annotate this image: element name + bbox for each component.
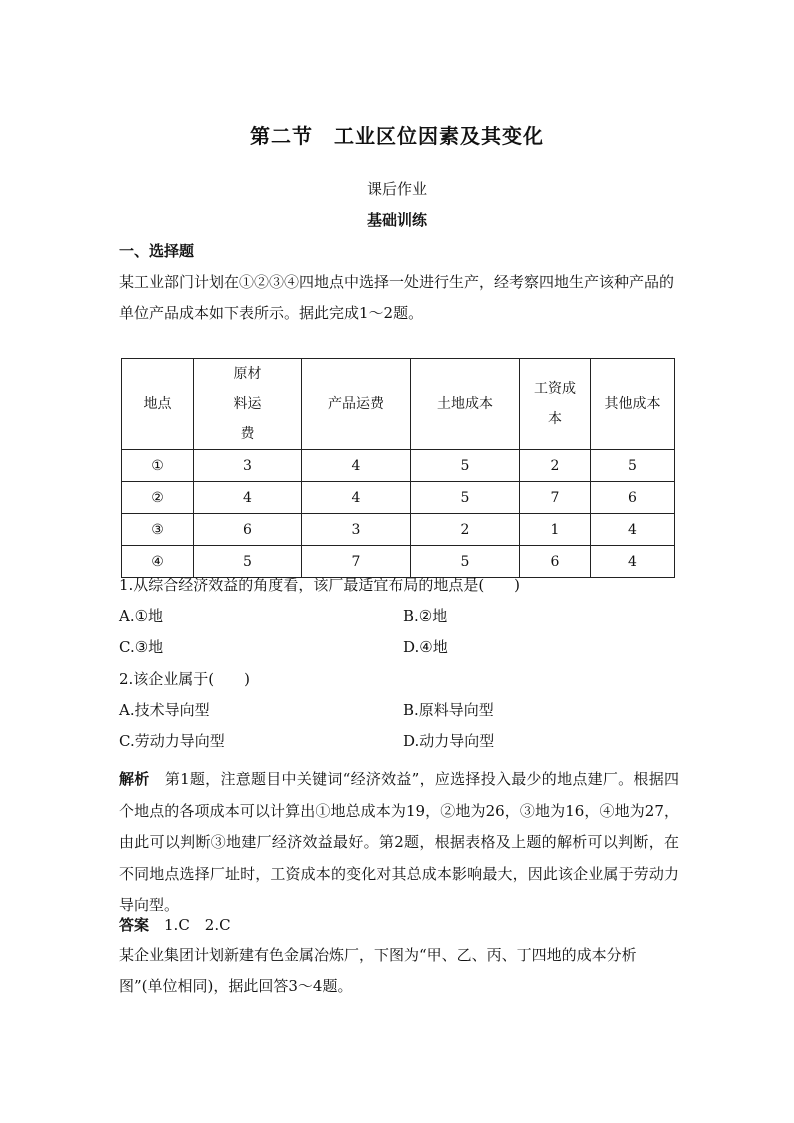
table-cell: ② xyxy=(122,482,194,514)
table-header-row xyxy=(122,359,675,450)
table-cell: 4 xyxy=(591,514,675,546)
table-row xyxy=(122,514,675,546)
q2-option-d[interactable]: D.动力导向型 xyxy=(403,732,495,750)
question-2-stem: 2.该企业属于( ) xyxy=(119,670,251,688)
table-cell: ③ xyxy=(122,514,194,546)
table-cell: ① xyxy=(122,450,194,482)
table-cell: 3 xyxy=(302,514,411,546)
q1-option-d[interactable]: D.④地 xyxy=(403,638,448,656)
table-cell: 5 xyxy=(194,546,302,578)
table-row xyxy=(122,450,675,482)
answer-label: 答案 xyxy=(119,916,150,934)
section-heading: 一、选择题 xyxy=(119,242,195,260)
question-1-stem: 1.从综合经济效益的角度看，该厂最适宜布局的地点是( ) xyxy=(119,576,521,594)
q1-option-a[interactable]: A.①地 xyxy=(119,607,164,625)
table-cell: 2 xyxy=(411,514,520,546)
table-cell: 7 xyxy=(302,546,411,578)
table-cell: 4 xyxy=(591,546,675,578)
header-other-cost: 其他成本 xyxy=(591,359,675,450)
q2-option-c[interactable]: C.劳动力导向型 xyxy=(119,732,225,750)
header-product-freight: 产品运费 xyxy=(302,359,411,450)
table-cell: ④ xyxy=(122,546,194,578)
homework-label: 课后作业 xyxy=(366,180,427,198)
table-cell: 7 xyxy=(520,482,591,514)
header-land-cost: 土地成本 xyxy=(411,359,520,450)
table-cell: 6 xyxy=(591,482,675,514)
table-cell: 6 xyxy=(520,546,591,578)
table-row xyxy=(122,546,675,578)
intro-paragraph: 某工业部门计划在①②③④四地点中选择一处进行生产，经考察四地生产该种产品的单位产品成本如下表所示。据此完成1～2题。 xyxy=(119,273,675,322)
q2-option-a[interactable]: A.技术导向型 xyxy=(119,701,210,719)
explanation-block xyxy=(119,764,679,922)
table-cell: 1 xyxy=(520,514,591,546)
table-cell: 5 xyxy=(411,450,520,482)
table-cell: 2 xyxy=(520,450,591,482)
table-cell: 4 xyxy=(302,450,411,482)
q2-option-b[interactable]: B.原料导向型 xyxy=(403,701,494,719)
table-cell: 4 xyxy=(302,482,411,514)
answer-line xyxy=(119,914,231,935)
page-title: 第二节 工业区位因素及其变化 xyxy=(250,124,544,148)
table-cell: 4 xyxy=(194,482,302,514)
basic-training-label: 基础训练 xyxy=(366,211,427,229)
answer-text: 1.C 2.C xyxy=(149,916,231,934)
table-cell: 5 xyxy=(411,546,520,578)
cost-table xyxy=(121,358,675,578)
explanation-label: 解析 xyxy=(119,770,150,788)
table-cell: 5 xyxy=(591,450,675,482)
table-row xyxy=(122,482,675,514)
header-location: 地点 xyxy=(122,359,194,450)
intro-paragraph-2: 某企业集团计划新建有色金属冶炼厂，下图为“甲、乙、丙、丁四地的成本分析图”(单位相同)，据此回答3～4题。 xyxy=(119,946,637,995)
table-cell: 6 xyxy=(194,514,302,546)
explanation-text: 第1题，注意题目中关键词“经济效益”，应选择投入最少的地点建厂。根据四个地点的各项成本可以计算出①地总成本为19，②地为26，③地为16，④地为27，由此可以判断③地建厂经济效益最好。第2题，根据表格及上题的解析可以判断，在不同地点选择厂址时，工资成本的变化对其总成本影响最大，因此该企业属于劳动力导向型。 xyxy=(119,770,679,914)
q1-option-b[interactable]: B.②地 xyxy=(403,607,448,625)
header-wage-cost: 工资成本 xyxy=(520,359,591,450)
table-cell: 5 xyxy=(411,482,520,514)
q1-option-c[interactable]: C.③地 xyxy=(119,638,164,656)
header-raw-material-freight: 原材料运费 xyxy=(194,359,302,450)
table-cell: 3 xyxy=(194,450,302,482)
